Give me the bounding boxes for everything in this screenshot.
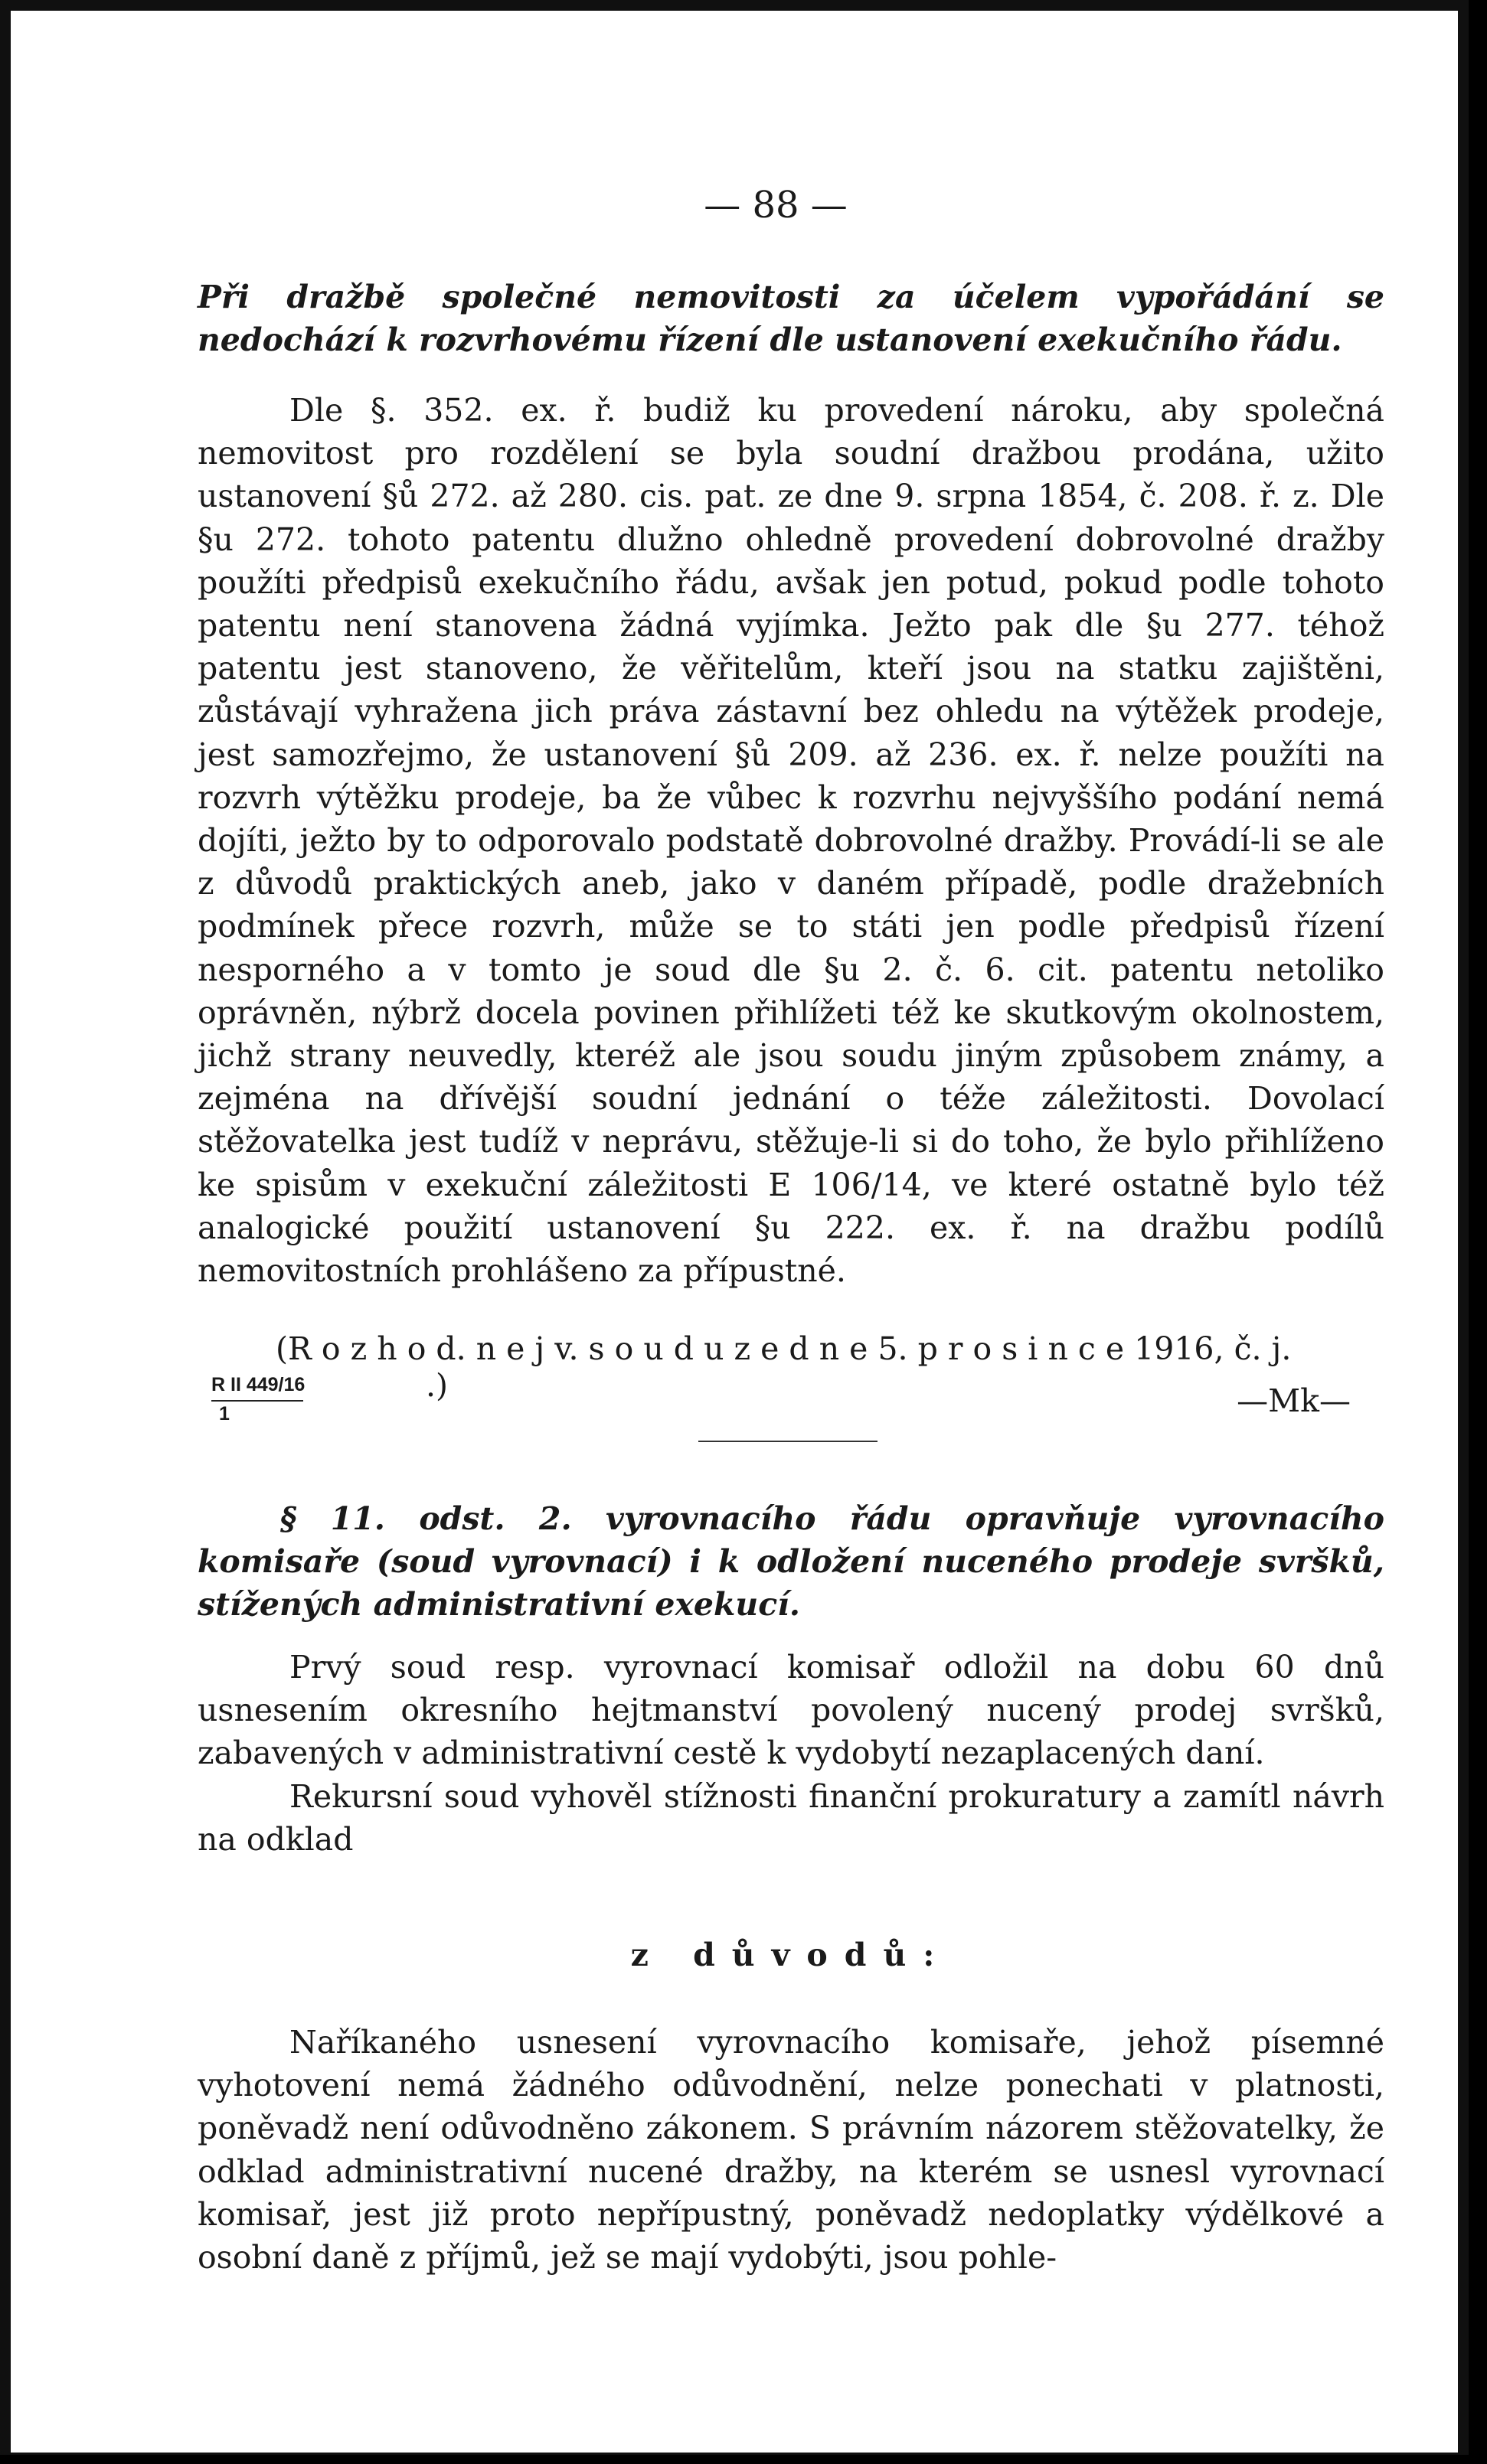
section-separator [698,1441,877,1442]
case2-paragraph-1: Prvý soud resp. vyrovnací komisař odložil na dobu 60 dnů usnesením okresního hejtmanství povolený nucený prodej svršků, zabavených v administrativní cestě k vydobytí nezaplacených daní. [198,1649,1384,1772]
case1-citation: (R o z h o d. n e j v. s o u d u z e d n e 5. p r o s i n c e 1916, č. j. [276,1330,1292,1367]
case2-paragraph-2: Rekursní soud vyhověl stížnosti finanční prokuratury a zamítl návrh na odklad [198,1777,1384,1858]
reference-denominator: 1 [219,1403,230,1425]
scan-edge-bottom [0,2455,1487,2464]
case1-body [198,389,1384,1292]
scan-edge-right [1469,0,1487,2464]
case2-heading-row [198,1937,1384,1973]
case2-reasons [198,2021,1384,2279]
case2-heading: z důvodů: [630,1937,952,1973]
case2-paragraph-3: Naříkaného usnesení vyrovnacího komisaře, jehož písemné vyhotovení nemá žádného odůvodnění, nelze ponechati v platnosti, poněvadž není odůvodněno zákonem. S právním názorem stěžovatelky, že odklad administrativní nucené dražby, na kterém se usnesl vyrovnací komisař, jest již proto nepřípustný, poněvadž nedoplatky výdělkové a osobní daně z příjmů, jež se mají vydobýti, jsou pohle- [198,2024,1384,2276]
case1-headnote [198,276,1384,361]
citation-close: .) [426,1367,449,1404]
case2-headnote-text: § 11. odst. 2. vyrovnacího řádu opravňuje vyrovnacího komisaře (soud vyrovnací) i k odložení nuceného prodeje svršků, stížených administrativní exekucí. [198,1500,1384,1623]
case1-body-paragraph: Dle §. 352. ex. ř. budiž ku provedení nároku, aby společná nemovitost pro rozdělení se byla soudní dražbou prodána, užito ustanovení §ů 272. až 280. cis. pat. ze dne 9. srpna 1854, č. 208. ř. z. Dle §u 272. tohoto patentu dlužno ohledně provedení dobrovolné dražby použíti předpisů exekučního řádu, avšak jen potud, pokud podle tohoto patentu není stanovena žádná vyjímka. Ježto pak dle §u 277. téhož patentu jest stanoveno, že věřitelům, kteří jsou na statku zajištěni, zůstávají vyhražena jich práva zástavní bez ohledu na výtěžek prodeje, jest samozřejmo, že ustanovení §ů 209. až 236. ex. ř. nelze použíti na rozvrh výtěžku prodeje, ba že vůbec k rozvrhu nejvyššího podání nemá dojíti, ježto by to odporovalo podstatě dobrovolné dražby. Provádí-li se ale z důvodů praktických aneb, jako v daném případě, podle dražebních podmínek přece rozvrh, může se to státi jen podle předpisů řízení nesporného a v tomto je soud dle §u 2. č. 6. cit. patentu netoliko oprávněn, nýbrž docela povinen přihlížeti též ke skutkovým okolnostem, jichž strany neuvedly, kteréž ale jsou soudu jiným způsobem známy, a zejména na dřívější soudní jednání o téže záležitosti. Dovolací stěžovatelka jest tudíž v neprávu, stěžuje-li si do toho, že bylo přihlíženo ke spisům v exekuční záležitosti E 106/14, ve které ostatně bylo též analogické použití ustanovení §u 222. ex. ř. na dražbu podílů nemovitostních prohlášeno za přípustné. [198,392,1384,1290]
case1-headnote-text: Při dražbě společné nemovitosti za účelem vypořádání se nedochází k rozvrhovému řízení dle ustanovení exekučního řádu. [198,279,1384,358]
case1-signature: —Mk— [1237,1382,1351,1419]
reference-numerator: R II 449/16 [211,1374,306,1395]
case2-headnote [198,1497,1384,1626]
case2-body [198,1646,1384,1861]
reference-fraction-line [211,1400,303,1402]
page-number: — 88 — [704,184,848,227]
